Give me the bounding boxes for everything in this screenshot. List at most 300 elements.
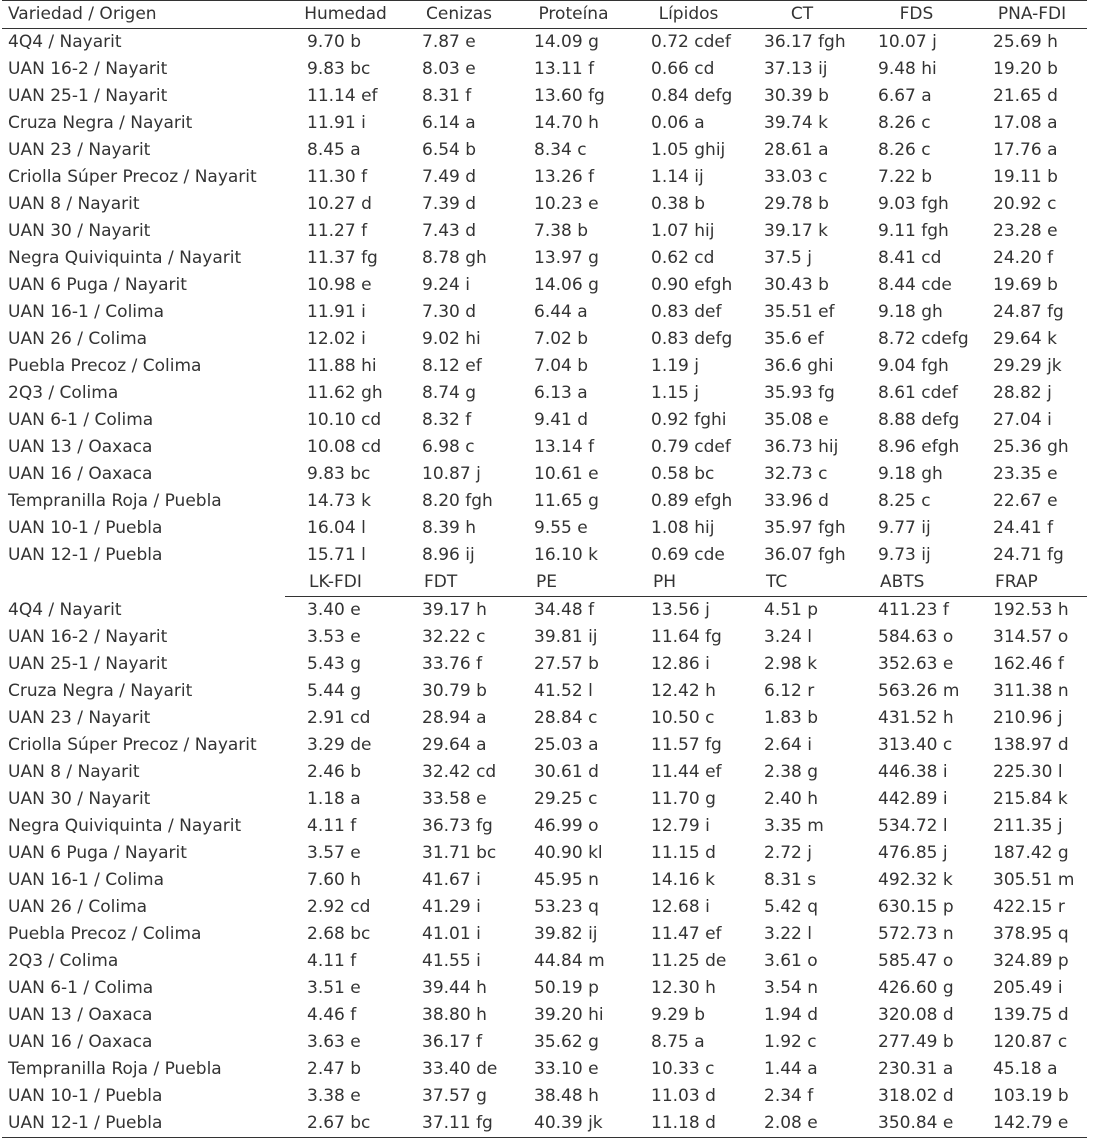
value-cell: 476.85 j	[878, 843, 948, 863]
value-cell: 34.48 f	[534, 600, 595, 620]
value-cell: 3.61 o	[764, 951, 818, 971]
value-cell: 11.57 fg	[651, 735, 722, 755]
variety-origin-cell: 2Q3 / Colima	[8, 951, 119, 971]
value-cell: 422.15 r	[993, 897, 1065, 917]
value-cell: 0.58 bc	[651, 464, 715, 484]
variety-origin-cell: UAN 8 / Nayarit	[8, 194, 140, 214]
value-cell: 5.43 g	[307, 654, 362, 674]
value-cell: 442.89 i	[878, 789, 948, 809]
variety-origin-cell: UAN 26 / Colima	[8, 329, 148, 349]
value-cell: 10.07 j	[878, 32, 937, 52]
value-cell: 9.18 gh	[878, 302, 943, 322]
value-cell: 14.06 g	[534, 275, 599, 295]
value-cell: 2.46 b	[307, 762, 362, 782]
value-cell: 9.55 e	[534, 518, 588, 538]
value-cell: 12.68 i	[651, 897, 710, 917]
value-cell: 33.76 f	[422, 654, 483, 674]
variety-origin-cell: Cruza Negra / Nayarit	[8, 681, 193, 701]
value-cell: 6.67 a	[878, 86, 932, 106]
value-cell: 44.84 m	[534, 951, 605, 971]
value-cell: 311.38 n	[993, 681, 1069, 701]
value-cell: 23.28 e	[993, 221, 1058, 241]
value-cell: 7.60 h	[307, 870, 362, 890]
value-cell: 35.62 g	[534, 1032, 599, 1052]
variety-origin-cell: 2Q3 / Colima	[8, 383, 119, 403]
value-cell: 0.89 efgh	[651, 491, 733, 511]
variety-origin-cell: Puebla Precoz / Colima	[8, 924, 202, 944]
value-cell: 2.67 bc	[285, 1110, 400, 1138]
value-cell: 0.69 cde	[651, 545, 725, 565]
table-row	[2, 786, 1087, 813]
variety-origin-cell: UAN 16 / Oaxaca	[8, 464, 153, 484]
value-cell: 11.44 ef	[651, 762, 722, 782]
value-cell: 2.08 e	[742, 1110, 856, 1138]
value-cell: 8.26 c	[878, 113, 931, 133]
composition-table	[2, 0, 1087, 1138]
value-cell: 35.93 fg	[764, 383, 835, 403]
value-cell: 0.62 cd	[651, 248, 715, 268]
value-cell: 8.26 c	[878, 140, 931, 160]
value-cell: 0.90 efgh	[651, 275, 733, 295]
value-cell: 37.5 j	[764, 248, 812, 268]
variety-origin-cell: UAN 13 / Oaxaca	[8, 1005, 153, 1025]
variety-origin-cell: UAN 6 Puga / Nayarit	[8, 275, 187, 295]
value-cell: 9.02 hi	[422, 329, 481, 349]
value-cell: 37.13 ij	[764, 59, 828, 79]
value-cell: 431.52 h	[878, 708, 954, 728]
table-row	[2, 1110, 1087, 1138]
value-cell: 3.38 e	[307, 1086, 361, 1106]
value-cell: 11.70 g	[651, 789, 716, 809]
value-cell: 41.01 i	[422, 924, 481, 944]
value-cell: 41.67 i	[422, 870, 481, 890]
value-cell: 2.34 f	[764, 1086, 814, 1106]
value-cell: 39.82 ij	[534, 924, 598, 944]
value-cell: 12.02 i	[307, 329, 366, 349]
value-cell: 36.17 fgh	[764, 32, 846, 52]
header-tc: TC	[742, 569, 856, 597]
value-cell: 28.84 c	[534, 708, 598, 728]
block2-body	[2, 597, 1087, 1138]
value-cell: 19.11 b	[993, 167, 1058, 187]
value-cell: 24.87 fg	[993, 302, 1064, 322]
value-cell: 2.47 b	[307, 1059, 362, 1079]
value-cell: 33.40 de	[422, 1059, 498, 1079]
value-cell: 2.98 k	[764, 654, 818, 674]
variety-origin-cell: Puebla Precoz / Colima	[8, 356, 202, 376]
value-cell: 11.25 de	[651, 951, 727, 971]
header-abts: ABTS	[856, 569, 971, 597]
value-cell: 9.18 gh	[878, 464, 943, 484]
value-cell: 13.60 fg	[534, 86, 605, 106]
value-cell: 8.44 cde	[878, 275, 952, 295]
value-cell: 27.04 i	[993, 410, 1052, 430]
table-row	[2, 488, 1087, 515]
value-cell: 139.75 d	[993, 1005, 1069, 1025]
value-cell: 192.53 h	[993, 600, 1069, 620]
value-cell: 7.39 d	[422, 194, 477, 214]
value-cell: 24.71 fg	[993, 545, 1064, 565]
value-cell: 7.22 b	[878, 167, 933, 187]
value-cell: 7.02 b	[534, 329, 589, 349]
value-cell: 25.36 gh	[993, 437, 1069, 457]
table-row	[2, 56, 1087, 83]
value-cell: 563.26 m	[878, 681, 960, 701]
value-cell: 10.61 e	[534, 464, 599, 484]
header-frap: FRAP	[971, 569, 1087, 597]
value-cell: 1.44 a	[764, 1059, 818, 1079]
header-variety-origin: Variedad / Origen	[2, 1, 285, 29]
table-row	[2, 894, 1087, 921]
table-row	[2, 515, 1087, 542]
header-lk-fdi: LK-FDI	[285, 569, 400, 597]
table-row	[2, 732, 1087, 759]
value-cell: 572.73 n	[878, 924, 954, 944]
value-cell: 11.47 ef	[651, 924, 722, 944]
variety-origin-cell: UAN 16 / Oaxaca	[8, 1032, 153, 1052]
value-cell: 9.24 i	[422, 275, 470, 295]
value-cell: 324.89 p	[993, 951, 1069, 971]
value-cell: 8.96 efgh	[878, 437, 960, 457]
value-cell: 36.17 f	[422, 1032, 483, 1052]
value-cell: 36.07 fgh	[764, 545, 846, 565]
variety-origin-cell: UAN 26 / Colima	[8, 897, 148, 917]
value-cell: 5.44 g	[307, 681, 362, 701]
value-cell: 630.15 p	[878, 897, 954, 917]
value-cell: 9.03 fgh	[878, 194, 949, 214]
value-cell: 7.49 d	[422, 167, 477, 187]
table-row	[2, 624, 1087, 651]
value-cell: 162.46 f	[993, 654, 1064, 674]
value-cell: 36.6 ghi	[764, 356, 834, 376]
value-cell: 1.08 hij	[651, 518, 715, 538]
value-cell: 24.41 f	[993, 518, 1054, 538]
value-cell: 3.54 n	[764, 978, 819, 998]
value-cell: 37.11 fg	[400, 1110, 512, 1138]
value-cell: 1.18 a	[307, 789, 361, 809]
value-cell: 8.61 cdef	[878, 383, 958, 403]
value-cell: 378.95 q	[993, 924, 1069, 944]
value-cell: 12.86 i	[651, 654, 710, 674]
value-cell: 11.15 d	[651, 843, 716, 863]
value-cell: 11.18 d	[629, 1110, 742, 1138]
value-cell: 8.78 gh	[422, 248, 487, 268]
value-cell: 11.88 hi	[307, 356, 377, 376]
table-row	[2, 191, 1087, 218]
value-cell: 585.47 o	[878, 951, 954, 971]
value-cell: 28.61 a	[764, 140, 829, 160]
value-cell: 0.83 def	[651, 302, 722, 322]
value-cell: 10.10 cd	[307, 410, 382, 430]
value-cell: 21.65 d	[993, 86, 1058, 106]
value-cell: 9.77 ij	[878, 518, 931, 538]
value-cell: 35.51 ef	[764, 302, 835, 322]
value-cell: 9.11 fgh	[878, 221, 949, 241]
value-cell: 33.58 e	[422, 789, 487, 809]
value-cell: 46.99 o	[534, 816, 599, 836]
value-cell: 35.08 e	[764, 410, 829, 430]
value-cell: 7.38 b	[534, 221, 589, 241]
value-cell: 41.29 i	[422, 897, 481, 917]
table-row	[2, 678, 1087, 705]
value-cell: 30.61 d	[534, 762, 599, 782]
value-cell: 15.71 l	[307, 545, 366, 565]
value-cell: 39.44 h	[422, 978, 487, 998]
value-cell: 28.82 j	[993, 383, 1052, 403]
value-cell: 5.42 q	[764, 897, 819, 917]
value-cell: 0.92 fghi	[651, 410, 727, 430]
subheader-spacer	[2, 569, 285, 597]
value-cell: 35.6 ef	[764, 329, 824, 349]
variety-origin-cell: UAN 10-1 / Puebla	[8, 518, 163, 538]
value-cell: 120.87 c	[993, 1032, 1068, 1052]
value-cell: 14.73 k	[307, 491, 371, 511]
value-cell: 492.32 k	[878, 870, 953, 890]
value-cell: 350.84 e	[856, 1110, 971, 1138]
variety-origin-cell: Negra Quiviquinta / Nayarit	[8, 248, 242, 268]
value-cell: 3.35 m	[764, 816, 824, 836]
value-cell: 11.91 i	[307, 113, 366, 133]
value-cell: 10.87 j	[422, 464, 481, 484]
value-cell: 10.08 cd	[307, 437, 382, 457]
value-cell: 25.03 a	[534, 735, 599, 755]
value-cell: 205.49 i	[993, 978, 1063, 998]
value-cell: 38.80 h	[422, 1005, 487, 1025]
value-cell: 8.88 defg	[878, 410, 960, 430]
value-cell: 22.67 e	[993, 491, 1058, 511]
value-cell: 39.81 ij	[534, 627, 598, 647]
variety-origin-cell: UAN 30 / Nayarit	[8, 789, 151, 809]
variety-origin-cell: Criolla Súper Precoz / Nayarit	[8, 735, 257, 755]
value-cell: 33.10 e	[534, 1059, 599, 1079]
value-cell: 32.42 cd	[422, 762, 497, 782]
value-cell: 103.19 b	[993, 1086, 1069, 1106]
table-row	[2, 1056, 1087, 1083]
value-cell: 1.07 hij	[651, 221, 715, 241]
table-row	[2, 705, 1087, 732]
value-cell: 1.05 ghij	[651, 140, 726, 160]
value-cell: 211.35 j	[993, 816, 1063, 836]
value-cell: 37.57 g	[422, 1086, 487, 1106]
value-cell: 11.64 fg	[651, 627, 722, 647]
value-cell: 0.66 cd	[651, 59, 715, 79]
header-ph: PH	[629, 569, 742, 597]
value-cell: 8.31 s	[764, 870, 817, 890]
value-cell: 38.48 h	[534, 1086, 599, 1106]
value-cell: 30.43 b	[764, 275, 829, 295]
value-cell: 1.15 j	[651, 383, 699, 403]
header-lipidos: Lípidos	[629, 1, 742, 29]
value-cell: 40.39 jk	[512, 1110, 629, 1138]
header-fds: FDS	[856, 1, 971, 29]
value-cell: 11.30 f	[307, 167, 368, 187]
value-cell: 8.39 h	[422, 518, 477, 538]
table-row	[2, 1083, 1087, 1110]
value-cell: 2.72 j	[764, 843, 812, 863]
value-cell: 11.27 f	[307, 221, 368, 241]
value-cell: 29.29 jk	[993, 356, 1062, 376]
value-cell: 0.72 cdef	[651, 32, 731, 52]
table-row	[2, 164, 1087, 191]
variety-origin-cell: UAN 16-1 / Colima	[8, 302, 165, 322]
value-cell: 6.14 a	[422, 113, 476, 133]
variety-origin-cell: 4Q4 / Nayarit	[8, 32, 122, 52]
value-cell: 14.70 h	[534, 113, 599, 133]
value-cell: 411.23 f	[878, 600, 949, 620]
value-cell: 210.96 j	[993, 708, 1063, 728]
value-cell: 39.17 k	[764, 221, 828, 241]
value-cell: 30.39 b	[764, 86, 829, 106]
value-cell: 320.08 d	[878, 1005, 954, 1025]
header-fdt: FDT	[400, 569, 512, 597]
value-cell: 305.51 m	[993, 870, 1075, 890]
value-cell: 9.83 bc	[307, 464, 371, 484]
subheader-row	[2, 569, 1087, 597]
value-cell: 11.62 gh	[307, 383, 383, 403]
value-cell: 4.51 p	[764, 600, 819, 620]
table-row	[2, 1002, 1087, 1029]
table-row	[2, 407, 1087, 434]
value-cell: 8.96 ij	[422, 545, 475, 565]
value-cell: 23.35 e	[993, 464, 1058, 484]
table-row	[2, 813, 1087, 840]
variety-origin-cell: UAN 16-2 / Nayarit	[8, 627, 168, 647]
value-cell: 318.02 d	[878, 1086, 954, 1106]
value-cell: 10.98 e	[307, 275, 372, 295]
table-row	[2, 137, 1087, 164]
value-cell: 138.97 d	[993, 735, 1069, 755]
table-row	[2, 1029, 1087, 1056]
value-cell: 1.14 ij	[651, 167, 704, 187]
table-row	[2, 218, 1087, 245]
table-row	[2, 542, 1087, 569]
table-row	[2, 948, 1087, 975]
value-cell: 16.04 l	[307, 518, 366, 538]
value-cell: 0.84 defg	[651, 86, 733, 106]
value-cell: 3.40 e	[307, 600, 361, 620]
variety-origin-cell: Tempranilla Roja / Puebla	[8, 1059, 222, 1079]
value-cell: 39.20 hi	[534, 1005, 604, 1025]
value-cell: 187.42 g	[993, 843, 1069, 863]
value-cell: 8.03 e	[422, 59, 476, 79]
value-cell: 11.91 i	[307, 302, 366, 322]
value-cell: 12.42 h	[651, 681, 716, 701]
value-cell: 4.46 f	[307, 1005, 357, 1025]
variety-origin-cell: UAN 6-1 / Colima	[8, 978, 154, 998]
value-cell: 41.55 i	[422, 951, 481, 971]
value-cell: 7.30 d	[422, 302, 477, 322]
value-cell: 1.94 d	[764, 1005, 819, 1025]
value-cell: 30.79 b	[422, 681, 487, 701]
value-cell: 41.52 l	[534, 681, 593, 701]
value-cell: 29.25 c	[534, 789, 598, 809]
value-cell: 35.97 fgh	[764, 518, 846, 538]
value-cell: 1.92 c	[764, 1032, 817, 1052]
value-cell: 534.72 l	[878, 816, 948, 836]
value-cell: 53.23 q	[534, 897, 599, 917]
value-cell: 9.70 b	[307, 32, 362, 52]
value-cell: 45.95 n	[534, 870, 599, 890]
variety-origin-cell: 4Q4 / Nayarit	[8, 599, 122, 620]
table-row	[2, 380, 1087, 407]
table-row	[2, 759, 1087, 786]
value-cell: 10.23 e	[534, 194, 599, 214]
table-row	[2, 975, 1087, 1002]
value-cell: 33.03 c	[764, 167, 828, 187]
value-cell: 11.65 g	[534, 491, 599, 511]
value-cell: 19.69 b	[993, 275, 1058, 295]
value-cell: 8.34 c	[534, 140, 587, 160]
value-cell: 9.04 fgh	[878, 356, 949, 376]
table-row	[2, 299, 1087, 326]
value-cell: 32.73 c	[764, 464, 828, 484]
value-cell: 426.60 g	[878, 978, 954, 998]
table-row	[2, 326, 1087, 353]
value-cell: 3.57 e	[307, 843, 361, 863]
value-cell: 2.68 bc	[307, 924, 371, 944]
value-cell: 19.20 b	[993, 59, 1058, 79]
value-cell: 27.57 b	[534, 654, 599, 674]
value-cell: 29.64 a	[422, 735, 487, 755]
header-row	[2, 1, 1087, 29]
value-cell: 17.76 a	[993, 140, 1058, 160]
value-cell: 277.49 b	[878, 1032, 954, 1052]
value-cell: 352.63 e	[878, 654, 954, 674]
value-cell: 39.17 h	[422, 600, 487, 620]
value-cell: 3.24 l	[764, 627, 812, 647]
value-cell: 10.50 c	[651, 708, 715, 728]
variety-origin-cell: UAN 23 / Nayarit	[8, 708, 151, 728]
value-cell: 1.83 b	[764, 708, 819, 728]
value-cell: 4.11 f	[307, 816, 357, 836]
value-cell: 12.30 h	[651, 978, 716, 998]
value-cell: 0.06 a	[651, 113, 705, 133]
variety-origin-cell: UAN 10-1 / Puebla	[8, 1086, 163, 1106]
value-cell: 9.83 bc	[307, 59, 371, 79]
value-cell: 40.90 kl	[534, 843, 603, 863]
header-pna-fdi: PNA-FDI	[971, 1, 1087, 29]
value-cell: 7.87 e	[422, 32, 476, 52]
value-cell: 0.83 defg	[651, 329, 733, 349]
value-cell: 12.79 i	[651, 816, 710, 836]
value-cell: 6.44 a	[534, 302, 588, 322]
variety-origin-cell: Negra Quiviquinta / Nayarit	[8, 816, 242, 836]
value-cell: 9.48 hi	[878, 59, 937, 79]
value-cell: 225.30 l	[993, 762, 1063, 782]
value-cell: 8.32 f	[422, 410, 472, 430]
table-row	[2, 29, 1087, 57]
value-cell: 6.13 a	[534, 383, 588, 403]
value-cell: 20.92 c	[993, 194, 1057, 214]
value-cell: 29.78 b	[764, 194, 829, 214]
variety-origin-cell: UAN 16-2 / Nayarit	[8, 59, 168, 79]
value-cell: 13.97 g	[534, 248, 599, 268]
block1-body	[2, 29, 1087, 570]
variety-origin-cell: UAN 16-1 / Colima	[8, 870, 165, 890]
table-row	[2, 921, 1087, 948]
value-cell: 3.29 de	[307, 735, 372, 755]
variety-origin-cell: UAN 6 Puga / Nayarit	[8, 843, 187, 863]
value-cell: 29.64 k	[993, 329, 1057, 349]
value-cell: 13.26 f	[534, 167, 595, 187]
value-cell: 9.41 d	[534, 410, 589, 430]
table-row	[2, 110, 1087, 137]
table-row	[2, 651, 1087, 678]
value-cell: 8.31 f	[422, 86, 472, 106]
variety-origin-cell: UAN 12-1 / Puebla	[2, 1110, 285, 1138]
value-cell: 230.31 a	[878, 1059, 954, 1079]
value-cell: 33.96 d	[764, 491, 829, 511]
